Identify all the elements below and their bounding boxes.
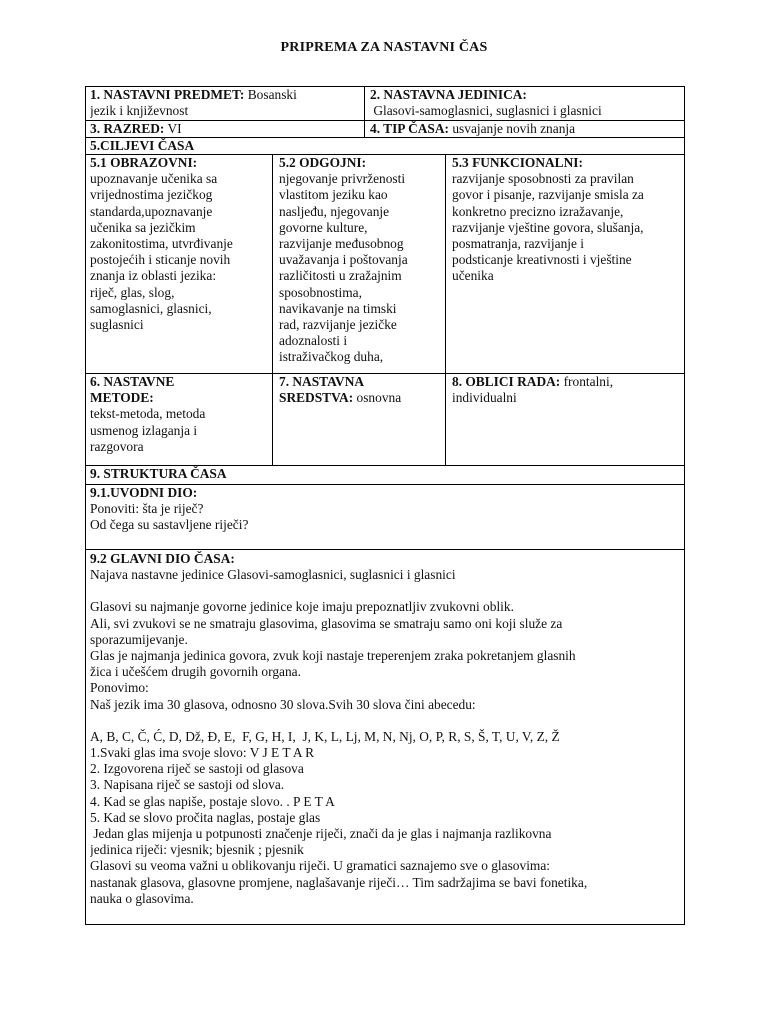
upbringing-goals-line: uvažavanja i poštovanja (279, 252, 408, 268)
methods-line: usmenog izlaganja i (90, 422, 198, 438)
upbringing-goals-line: nasljeđu, njegovanje (279, 203, 390, 219)
main-paragraph-line: Glas je najmanja jedinica govora, zvuk koji nastaje treperenjem zraka pokretanjem glasnih (90, 648, 576, 664)
alphabet-line: A, B, C, Č, Ć, D, Dž, Đ, E, F, G, H, I, J, K, L, Lj, M, N, Nj, O, P, R, S, Š, T, U, V, Z, Ž (90, 728, 560, 744)
upbringing-goals-line: vlastitom jeziku kao (279, 187, 388, 203)
main-section (90, 551, 682, 907)
main-paragraph-line: žica i učešćem drugih govornih organa. (90, 664, 301, 680)
grade-label: 3. RAZRED: (90, 121, 165, 136)
structure-heading: 9. STRUKTURA ČASA (90, 466, 227, 481)
functional-goals-line: razvijanje sposobnosti za pravilan (452, 171, 634, 187)
methods-label-1: 6. NASTAVNE (90, 374, 175, 389)
functional-goals-line: konkretno precizno izražavanje, (452, 203, 624, 219)
upbringing-goals-label: 5.2 ODGOJNI: (279, 155, 367, 170)
upbringing-goals-line: sposobnostima, (279, 284, 362, 300)
functional-goals-line: učenika (452, 268, 494, 284)
educational-goals-line: standarda,upoznavanje (90, 203, 213, 219)
main-paragraph-line: Glasovi su najmanje govorne jedinice koje imaju prepoznatljiv zvukovni oblik. (90, 599, 514, 615)
educational-goals-line: učenika sa jezičkim (90, 219, 196, 235)
work-forms-label: 8. OBLICI RADA: (452, 374, 561, 389)
lesson-unit-label: 2. NASTAVNA JEDINICA: (370, 87, 527, 102)
work-forms-cell (452, 374, 682, 406)
upbringing-goals-line: različitosti u zražajnim (279, 268, 402, 284)
grade-cell (90, 121, 362, 137)
main-list-line: jedinica riječi: vjesnik; bjesnik ; pjesnik (90, 842, 304, 858)
main-list-line: nauka o glasovima. (90, 890, 194, 906)
educational-goals-line: riječ, glas, slog, (90, 284, 175, 300)
intro-section (90, 485, 680, 534)
work-forms-value-1: frontalni, (560, 374, 614, 389)
lesson-type-value: usvajanje novih znanja (449, 121, 576, 136)
teaching-aids-value: osnovna (353, 390, 402, 406)
main-list-line: 1.Svaki glas ima svoje slovo: V J E T A R (90, 745, 315, 761)
methods-cell (90, 374, 270, 455)
main-paragraph-line: Ali, svi zvukovi se ne smatraju glasovima, glasovima se smatraju samo oni koji služe za (90, 615, 563, 631)
main-paragraph-line: Naš jezik ima 30 glasova, odnosno 30 slova.Svih 30 slova čini abecedu: (90, 696, 476, 712)
lesson-type-cell (370, 121, 682, 137)
teaching-aids-cell (279, 374, 443, 406)
functional-goals-label: 5.3 FUNKCIONALNI: (452, 155, 583, 170)
upbringing-goals-line: njegovanje privrženosti (279, 171, 406, 187)
intro-line: Od čega su sastavljene riječi? (90, 517, 249, 533)
methods-line: razgovora (90, 438, 144, 454)
methods-line: tekst-metoda, metoda (90, 406, 206, 422)
main-list-line: Glasovi su veoma važni u oblikovanju riječi. U gramatici saznajemo sve o glasovima: (90, 858, 550, 874)
educational-goals-line: znanja iz oblasti jezika: (90, 268, 217, 284)
educational-goals-line: zakonitostima, utvrđivanje (90, 236, 233, 252)
page-title: PRIPREMA ZA NASTAVNI ČAS (280, 40, 488, 55)
upbringing-goals-line: istraživačkog duha, (279, 349, 384, 365)
methods-label-2: METODE: (90, 390, 154, 406)
subject-cell (90, 87, 362, 119)
subject-value-1: Bosanski (244, 87, 297, 102)
main-list-line: 2. Izgovorena riječ se sastoji od glasova (90, 761, 304, 777)
main-list-line: 4. Kad se glas napiše, postaje slovo. . P E T A (90, 793, 335, 809)
main-announcement: Najava nastavne jedinice Glasovi-samoglasnici, suglasnici i glasnici (90, 567, 456, 583)
main-list-line: Jedan glas mijenja u potpunosti značenje riječi, znači da je glas i najmanja razlikovna (90, 826, 552, 842)
upbringing-goals-line: govorne kulture, (279, 219, 368, 235)
upbringing-goals-cell (279, 155, 443, 372)
upbringing-goals-line: razvijanje međusobnog (279, 236, 404, 252)
teaching-aids-label-1: 7. NASTAVNA (279, 374, 365, 389)
functional-goals-line: posmatranja, razvijanje i (452, 236, 584, 252)
goals-heading: 5.CILJEVI ČASA (90, 138, 195, 153)
main-label: 9.2 GLAVNI DIO ČASA: (90, 551, 235, 566)
main-list-line: 5. Kad se slovo pročita naglas, postaje glas (90, 809, 321, 825)
educational-goals-line: postojećih i sticanje novih (90, 252, 231, 268)
main-list-line: 3. Napisana riječ se sastoji od slova. (90, 777, 285, 793)
teaching-aids-label-2: SREDSTVA: (279, 390, 354, 406)
work-forms-value-2: individualni (452, 390, 517, 406)
main-paragraph-line: Ponovimo: (90, 680, 149, 696)
educational-goals-line: suglasnici (90, 317, 144, 333)
functional-goals-line: razvijanje vještine govora, slušanja, (452, 219, 644, 235)
educational-goals-label: 5.1 OBRAZOVNI: (90, 155, 198, 170)
educational-goals-cell (90, 155, 270, 333)
subject-label: 1. NASTAVNI PREDMET: (90, 87, 245, 102)
upbringing-goals-line: adoznalosti i (279, 333, 348, 349)
educational-goals-line: vrijednostima jezičkog (90, 187, 213, 203)
functional-goals-line: podsticanje kreativnosti i vještine (452, 252, 632, 268)
main-paragraph-line: sporazumijevanje. (90, 631, 188, 647)
lesson-unit-value: Glasovi-samoglasnici, suglasnici i glasnici (370, 103, 602, 119)
lesson-type-label: 4. TIP ČASA: (370, 121, 449, 136)
educational-goals-line: upoznavanje učenika sa (90, 171, 218, 187)
intro-label: 9.1.UVODNI DIO: (90, 485, 198, 500)
educational-goals-line: samoglasnici, glasnici, (90, 300, 212, 316)
functional-goals-line: govor i pisanje, razvijanje smisla za (452, 187, 644, 203)
main-list-line: nastanak glasova, glasovne promjene, naglašavanje riječi… Tim sadržajima se bavi fonetika, (90, 874, 588, 890)
grade-value: VI (164, 121, 182, 136)
upbringing-goals-line: navikavanje na timski (279, 300, 397, 316)
lesson-unit-cell (370, 87, 682, 119)
functional-goals-cell (452, 155, 682, 285)
upbringing-goals-line: rad, razvijanje jezičke (279, 317, 397, 333)
subject-value-2: jezik i književnost (90, 103, 189, 119)
intro-line: Ponoviti: šta je riječ? (90, 501, 204, 517)
